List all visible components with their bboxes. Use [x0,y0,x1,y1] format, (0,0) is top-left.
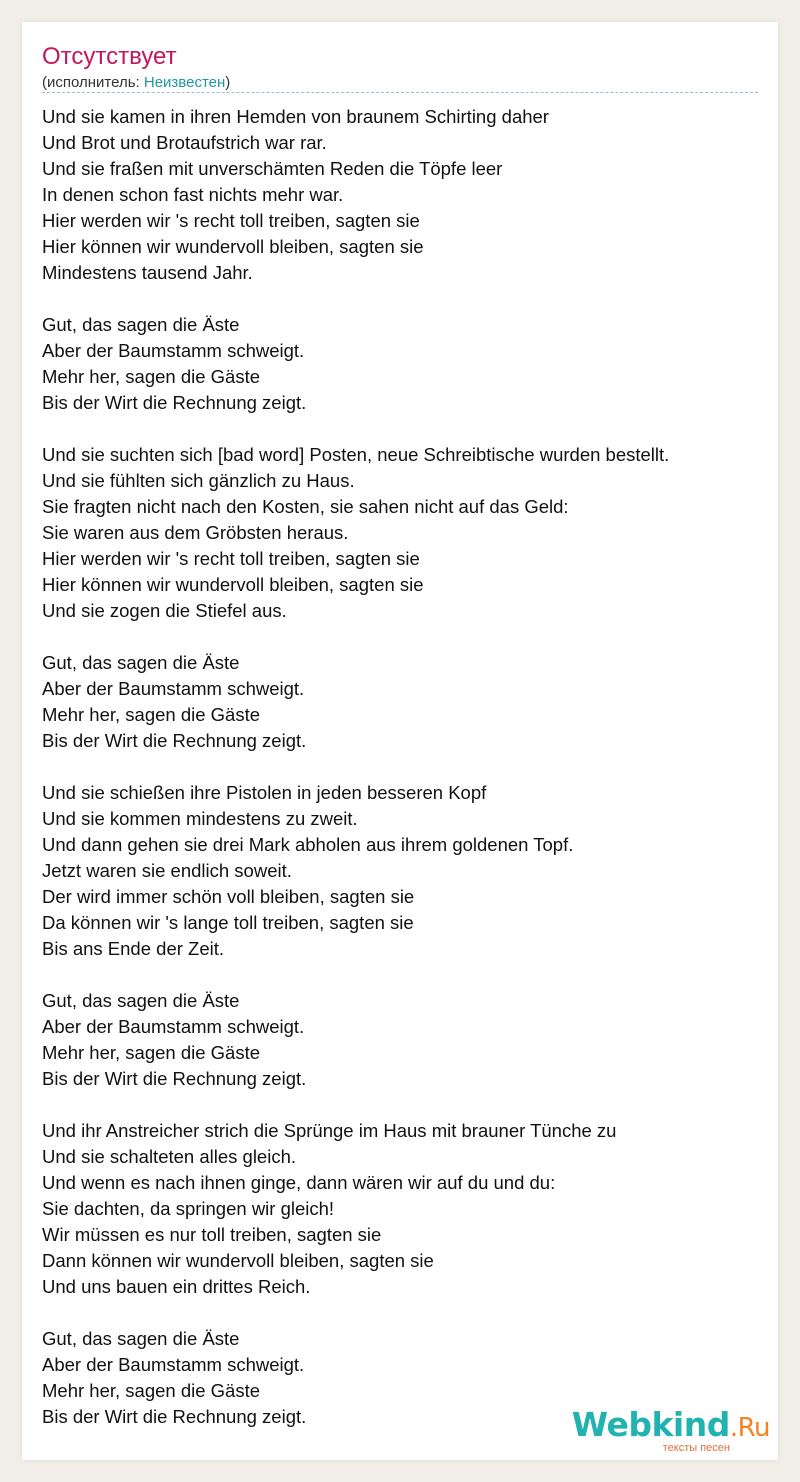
lyric-line: Und wenn es nach ihnen ginge, dann wären wir auf du und du: [42,1172,556,1193]
artist-link[interactable]: Неизвестен [143,74,226,91]
artist-meta [42,73,230,93]
logo-main-text: Webkind [571,1405,730,1444]
lyric-line: Dann können wir wundervoll bleiben, sagten sie [42,1250,434,1271]
lyric-line: In denen schon fast nichts mehr war. [42,184,344,205]
lyric-line: Hier werden wir 's recht toll treiben, sagten sie [42,548,420,569]
lyric-line: Bis der Wirt die Rechnung zeigt. [42,1406,307,1427]
lyric-line: Und uns bauen ein drittes Reich. [42,1276,311,1297]
lyric-line: Aber der Baumstamm schweigt. [42,678,305,699]
stanza [42,104,762,286]
lyric-line: Hier können wir wundervoll bleiben, sagten sie [42,574,424,595]
lyric-line: Wir müssen es nur toll treiben, sagten sie [42,1224,382,1245]
lyric-line: Und sie suchten sich [bad word] Posten, neue Schreibtische wurden bestellt. [42,444,670,465]
stanza [42,988,762,1092]
lyric-line: Mehr her, sagen die Gäste [42,366,261,387]
lyric-line: Aber der Baumstamm schweigt. [42,1016,305,1037]
lyric-line: Und sie fraßen mit unverschämten Reden die Töpfe leer [42,158,503,179]
lyric-line: Der wird immer schön voll bleiben, sagten sie [42,886,415,907]
lyric-line: Jetzt waren sie endlich soweit. [42,860,292,881]
lyric-line: Sie dachten, da springen wir gleich! [42,1198,335,1219]
lyric-line: Hier können wir wundervoll bleiben, sagten sie [42,236,424,257]
lyric-line: Aber der Baumstamm schweigt. [42,340,305,361]
lyric-line: Bis der Wirt die Rechnung zeigt. [42,392,307,413]
lyric-line: Gut, das sagen die Äste [42,990,240,1011]
lyric-line: Gut, das sagen die Äste [42,652,240,673]
lyric-line: Und sie schießen ihre Pistolen in jeden besseren Kopf [42,782,487,803]
lyric-line: Und sie kamen in ihren Hemden von braunem Schirting daher [42,106,549,127]
lyric-line: Mehr her, sagen die Gäste [42,1380,261,1401]
lyric-line: Und dann gehen sie drei Mark abholen aus ihrem goldenen Topf. [42,834,574,855]
lyric-line: Mindestens tausend Jahr. [42,262,253,283]
lyric-line: Und sie fühlten sich gänzlich zu Haus. [42,470,355,491]
logo-wordmark [572,1407,770,1446]
stanza [42,442,762,624]
lyric-line: Sie fragten nicht nach den Kosten, sie sahen nicht auf das Geld: [42,496,569,517]
lyric-line: Mehr her, sagen die Gäste [42,704,261,725]
lyric-line: Bis der Wirt die Rechnung zeigt. [42,730,307,751]
lyric-line: Und sie kommen mindestens zu zweit. [42,808,358,829]
lyric-line: Gut, das sagen die Äste [42,1328,240,1349]
stanza [42,1118,762,1300]
lyrics-card [22,22,778,1460]
lyric-line: Aber der Baumstamm schweigt. [42,1354,305,1375]
lyric-line: Gut, das sagen die Äste [42,314,240,335]
stanza [42,312,762,416]
page-title: Отсутствует [42,43,177,70]
lyric-line: Und Brot und Brotaufstrich war rar. [42,132,327,153]
meta-prefix: (исполнитель: [42,74,144,91]
lyric-line: Und sie schalteten alles gleich. [42,1146,297,1167]
lyric-line: Bis ans Ende der Zeit. [42,938,225,959]
lyric-line: Bis der Wirt die Rechnung zeigt. [42,1068,307,1089]
logo-tld: .Ru [729,1413,770,1443]
stanza [42,650,762,754]
webkind-logo[interactable] [572,1407,770,1454]
meta-suffix: ) [225,74,231,91]
logo-tagline: тексты песен [662,1442,730,1454]
lyric-line: Hier werden wir 's recht toll treiben, sagten sie [42,210,420,231]
lyric-line: Und sie zogen die Stiefel aus. [42,600,287,621]
lyric-line: Mehr her, sagen die Gäste [42,1042,261,1063]
stanza [42,780,762,962]
lyric-line: Und ihr Anstreicher strich die Sprünge im Haus mit brauner Tünche zu [42,1120,617,1141]
lyric-line: Da können wir 's lange toll treiben, sagten sie [42,912,414,933]
lyrics-body [42,104,762,1456]
lyric-line: Sie waren aus dem Gröbsten heraus. [42,522,349,543]
divider [42,92,758,93]
